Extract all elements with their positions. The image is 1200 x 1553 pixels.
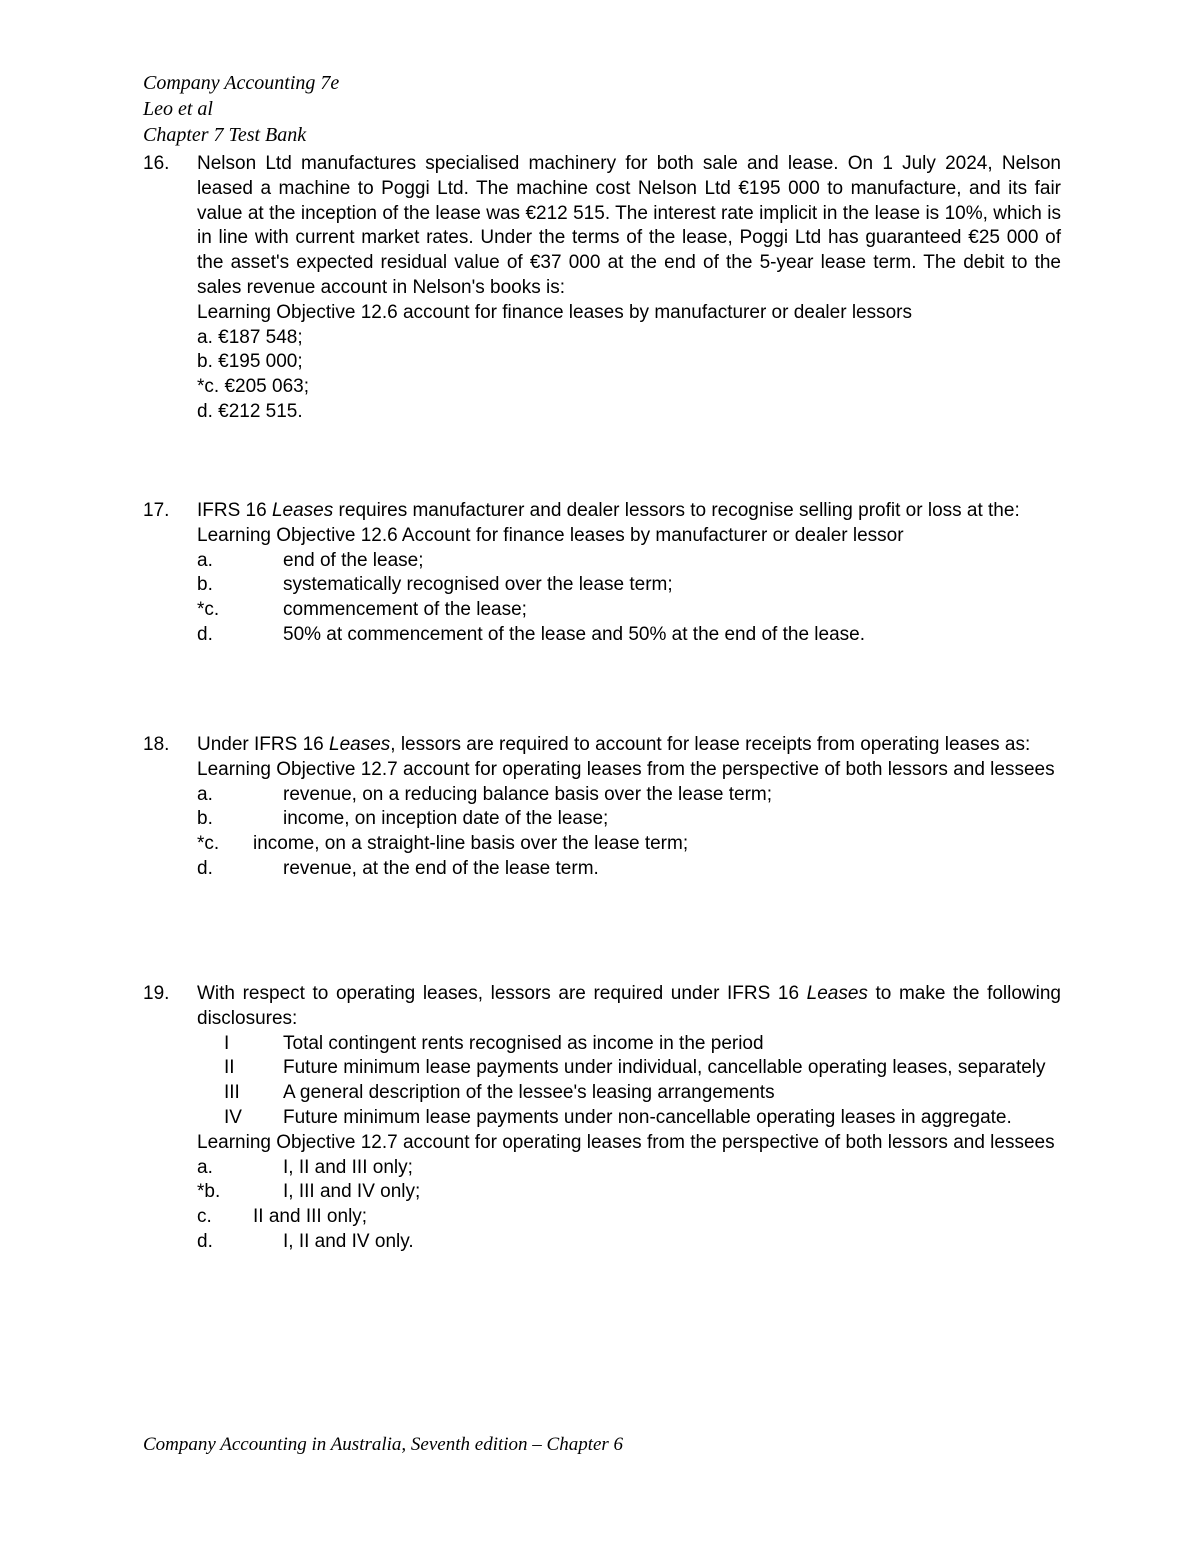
option-b-correct: *b. I, III and IV only; <box>197 1181 421 1203</box>
option-b: b. €195 000; <box>197 351 303 373</box>
question-number: 18. <box>143 734 170 755</box>
learning-objective: Learning Objective 12.6 Account for finance leases by manufacturer or dealer lessor <box>197 524 904 546</box>
learning-objective: Learning Objective 12.6 account for finance leases by manufacturer or dealer lessors <box>197 301 913 323</box>
option-a: a. end of the lease; <box>197 549 424 571</box>
question-17 <box>143 499 1061 648</box>
page-footer: Company Accounting in Australia, Seventh edition – Chapter 6 <box>143 1434 624 1455</box>
statement-ii: II Future minimum lease payments under individual, cancellable operating leases, separately <box>224 1057 1046 1079</box>
question-16 <box>143 152 1061 425</box>
question-text: IFRS 16 Leases requires manufacturer and dealer lessors to recognise selling profit or loss at the: <box>197 500 1020 521</box>
question-text: With respect to operating leases, lessors are required under IFRS 16 Leases to make the following disclosures: <box>197 983 1062 1029</box>
header-chapter: Chapter 7 Test Bank <box>143 124 307 146</box>
statement-i: I Total contingent rents recognised as income in the period <box>224 1032 764 1054</box>
question-number: 17. <box>143 500 170 521</box>
standard-title: Leases <box>271 500 334 521</box>
option-a: a. €187 548; <box>197 326 303 348</box>
option-b: b. systematically recognised over the lease term; <box>197 574 673 596</box>
header-authors: Leo et al <box>143 98 213 120</box>
option-d: d. €212 515. <box>197 400 303 422</box>
option-c: c. II and III only; <box>197 1206 368 1228</box>
option-c-correct: *c. €205 063; <box>197 376 309 398</box>
option-b: b. income, on inception date of the lease; <box>197 808 609 830</box>
option-d: d. 50% at commencement of the lease and 50% at the end of the lease. <box>197 623 865 645</box>
question-number: 16. <box>143 153 170 174</box>
option-d: d. revenue, at the end of the lease term. <box>197 857 599 879</box>
standard-title: Leases <box>806 983 868 1004</box>
question-19 <box>143 982 1061 1255</box>
question-text: Nelson Ltd manufactures specialised machinery for both sale and lease. On 1 July 2024, Nelson leased a machine to Poggi Ltd. The machine cost Nelson Ltd €195 000 to manufacture, and its fair value at the inception of the lease was €212 515. The interest rate implicit in the lease is 10%, which is in line with current market rates. Under the terms of the lease, Poggi Ltd has guaranteed €25 000 of the asset's expected residual value of €37 000 at the end of the 5-year lease term. The debit to the sales revenue account in Nelson's books is: <box>197 153 1061 298</box>
standard-title: Leases <box>329 734 391 755</box>
option-a: a. I, II and III only; <box>197 1156 413 1178</box>
statement-iv: IV Future minimum lease payments under non-cancellable operating leases in aggregate. <box>224 1106 1012 1128</box>
option-c-correct: *c. commencement of the lease; <box>197 599 527 621</box>
option-c-correct: *c. income, on a straight-line basis over the lease term; <box>197 833 689 855</box>
option-d: d. I, II and IV only. <box>197 1230 414 1252</box>
header-book-title: Company Accounting 7e <box>143 72 340 94</box>
question-18 <box>143 733 1061 882</box>
option-a: a. revenue, on a reducing balance basis over the lease term; <box>197 783 773 805</box>
question-text: Under IFRS 16 Leases, lessors are required to account for lease receipts from operating leases as: <box>197 734 1031 755</box>
statement-iii: III A general description of the lessee's leasing arrangements <box>224 1082 775 1104</box>
question-number: 19. <box>143 983 170 1004</box>
learning-objective: Learning Objective 12.7 account for operating leases from the perspective of both lessors and lessees <box>197 1131 1055 1153</box>
learning-objective: Learning Objective 12.7 account for operating leases from the perspective of both lessors and lessees <box>197 758 1055 780</box>
